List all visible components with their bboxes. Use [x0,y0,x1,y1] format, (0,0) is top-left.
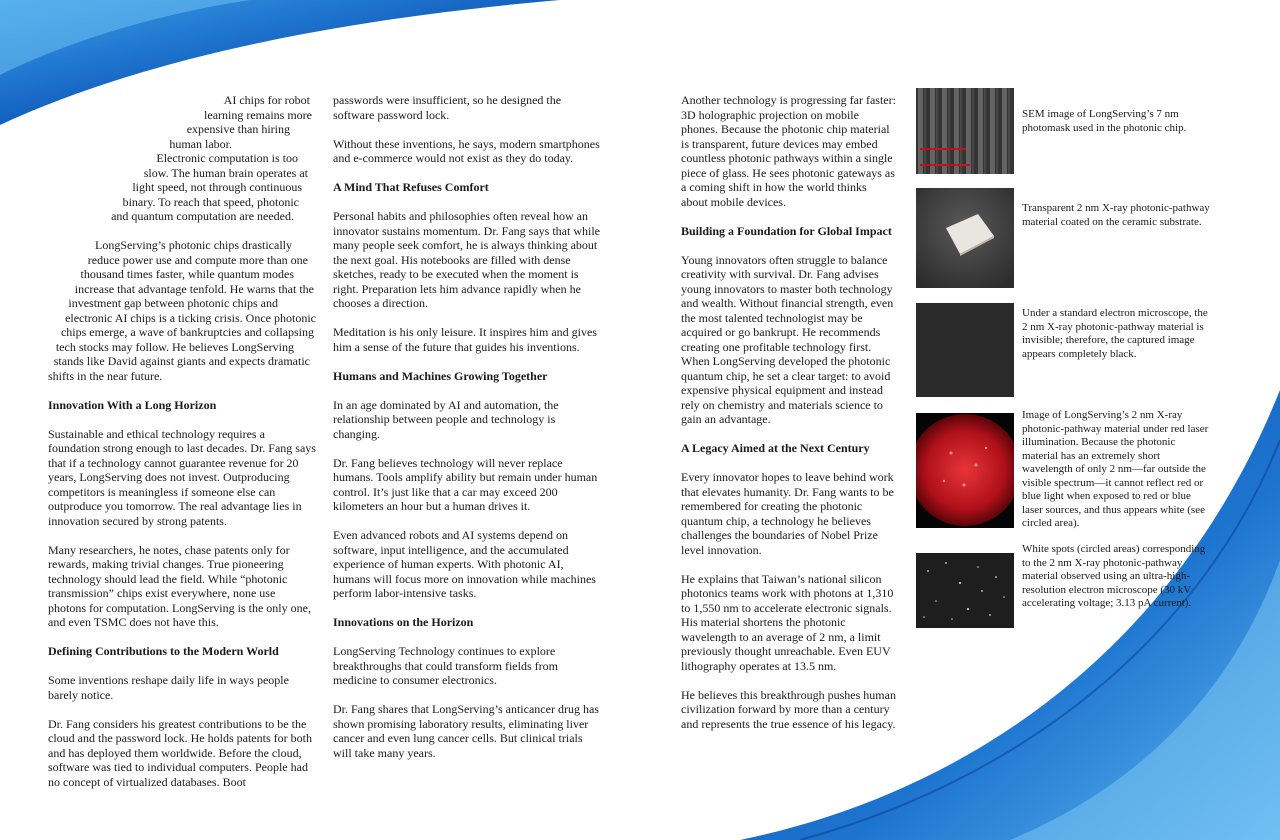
paragraph: Dr. Fang believes technology will never replace humans. Tools amplify ability but remain under human control. It’s just like that a car may exceed 200 kilometers an hour but a human drives it. [333,455,598,513]
intro-line: investment gap between photonic chips and [68,296,278,310]
heading-humans-machines: Humans and Machines Growing Together [333,368,548,383]
red-laser-image [916,413,1014,528]
black-microscope-image [916,303,1014,397]
heading-long-horizon: Innovation With a Long Horizon [48,397,217,412]
intro-line: increase that advantage tenfold. He warns that the [74,281,314,296]
paragraph: Sustainable and ethical technology requires a foundation strong enough to last decades. Dr. Fang says that if a technology cannot guarantee revenue for 20 years, LongServing does not invest. Outproducing competitors is meaningless if someone else can outproduce you tomorrow. The real advantage lies in innovation secured by strong patents. [48,426,316,528]
intro-line: binary. To reach that speed, photonic [122,194,299,209]
figure-caption: Transparent 2 nm X-ray photonic-pathway material coated on the ceramic substrate. [1022,202,1210,228]
intro-line: Electronic computation is too [156,151,298,165]
intro-line: human labor. [169,136,232,151]
paragraph: Dr. Fang shares that LongServing’s anticancer drug has shown promising laboratory results, eliminating liver cancer and even lung cancer cells. But clinical trials will take many years. [333,702,599,760]
paragraph: In an age dominated by AI and automation, the relationship between people and technology is changing. [333,397,559,441]
intro-paragraph-2 [48,238,316,383]
paragraph: When LongServing developed the photonic quantum chip, he set a clear target: to avoid expensive physical equipment and instead rely on chemistry and materials science to gain an advantage. [681,354,891,426]
paragraph: Another technology is progressing far faster: 3D holographic projection on mobile phones. Because the photonic chip material is transparent, future devices may embed countless photonic pathways within a single piece of glass. He sees photonic gateways as a coming shift in how the world thinks about mobile devices. [681,93,896,209]
column-2 [333,93,603,775]
paragraph: Without these inventions, he says, modern smartphones and e-commerce would not exist as they do today. [333,136,600,165]
paragraph: Many researchers, he notes, chase patents only for rewards, making trivial changes. True pioneering technology should lead the field. While “photonic transmission” chips exist everywhere, none use photons for computation. LongServing is the only one, and even TSMC does not have this. [48,542,311,629]
intro-line: electronic AI chips is a ticking crisis. Once photonic [65,310,316,325]
paragraph: Young innovators often struggle to balance creativity with survival. Dr. Fang advises young innovators to master both technology and wealth. Without financial strength, even the most talented technologist may be acquired or go bankrupt. He recommends creating one profitable technology first. [681,252,894,354]
figure-caption: SEM image of LongServing’s 7 nm photomask used in the photonic chip. [1022,108,1187,134]
intro-line: and quantum computation are needed. [111,209,294,223]
paragraph: Some inventions reshape daily life in ways people barely notice. [48,673,289,702]
paragraph: He explains that Taiwan’s national silicon photonics teams work with photons at 1,310 to 1,550 nm to accelerate electronic signals. His material shortens the photonic wavelength to an average of 2 nm, a limit previously thought unreachable. Even EUV lithography operates at 13.5 nm. [681,571,894,673]
transparent-material-image [916,188,1014,288]
sem-photomask-image [916,88,1014,174]
paragraph: Personal habits and philosophies often reveal how an innovator sustains momentum. Dr. Fang says that while many people seek comfort, he is always thinking about the next goal. His notebooks are filled with dense sketches, ready to be executed when the moment is right. Preparation lets him advance rapidly when he chooses a direction. [333,209,600,310]
paragraph: Even advanced robots and AI systems depend on software, input intelligence, and the accumulated experience of human experts. With photonic AI, humans will focus more on innovation while machines perform labor-intensive tasks. [333,528,596,600]
figure-caption: Image of LongServing’s 2 nm X-ray photonic-pathway material under red laser illumination. Because the photonic material has an extremely short wavelength of only 2 nm—far outside the visible spectrum—it cannot reflect red or blue light when exposed to red or blue laser sources, and thus appears white (see circled area). [1022,409,1209,529]
intro-line: learning remains more [204,107,312,122]
figure-caption: Under a standard electron microscope, the 2 nm X-ray photonic-pathway material is invisible; therefore, the captured image appears completely black. [1022,307,1208,360]
column-3 [681,93,896,746]
intro-line: light speed, not through continuous [132,180,302,194]
heading-contributions: Defining Contributions to the Modern World [48,644,279,658]
heading-innovations: Innovations on the Horizon [333,615,474,629]
intro-line: tech stocks may follow. He believes LongServing [55,339,294,354]
intro-line: expensive than hiring [186,122,290,136]
intro-line: shifts in the near future. [48,368,163,383]
intro-line: stands like David against giants and expects dramatic [53,354,310,368]
intro-line: thousand times faster, while quantum modes [80,267,294,281]
intro-line: LongServing’s photonic chips drastically [95,238,292,252]
paragraph: Meditation is his only leisure. It inspires him and gives him a sense of the future that guides his inventions. [333,325,597,354]
figure-caption: White spots (circled areas) corresponding to the 2 nm X-ray photonic-pathway material observed using an ultra-high-resolution electron microscope (30 kV accelerating voltage; 3.13 pA current). [1022,543,1206,609]
paragraph: Dr. Fang considers his greatest contributions to be the cloud and the password lock. He holds patents for both and has deployed them worldwide. Before the cloud, software was tied to individual computers. People had no concept of virtualized databases. Boot [48,716,312,789]
column-1 [48,93,316,804]
white-spots-image [916,553,1014,628]
intro-line: reduce power use and compute more than one [87,252,308,267]
intro-line: chips emerge, a wave of bankruptcies and collapsing [60,325,314,339]
paragraph: He believes this breakthrough pushes human civilization forward by more than a century and represents the true essence of his legacy. [681,687,896,731]
paragraph: Every innovator hopes to leave behind work that elevates humanity. Dr. Fang wants to be remembered for creating the photonic quantum chip, a technology he believes challenges the boundaries of Nobel Prize level innovation. [681,470,894,557]
heading-legacy: A Legacy Aimed at the Next Century [681,441,870,455]
intro-paragraph [48,93,316,224]
heading-mind: A Mind That Refuses Comfort [333,180,489,194]
paragraph: LongServing Technology continues to explore breakthroughs that could transform fields from medicine to consumer electronics. [333,644,558,687]
paragraph: passwords were insufficient, so he designed the software password lock. [333,93,562,122]
heading-foundation: Building a Foundation for Global Impact [681,223,892,238]
intro-line: AI chips for robot [223,93,310,107]
intro-line: slow. The human brain operates at [143,165,308,180]
